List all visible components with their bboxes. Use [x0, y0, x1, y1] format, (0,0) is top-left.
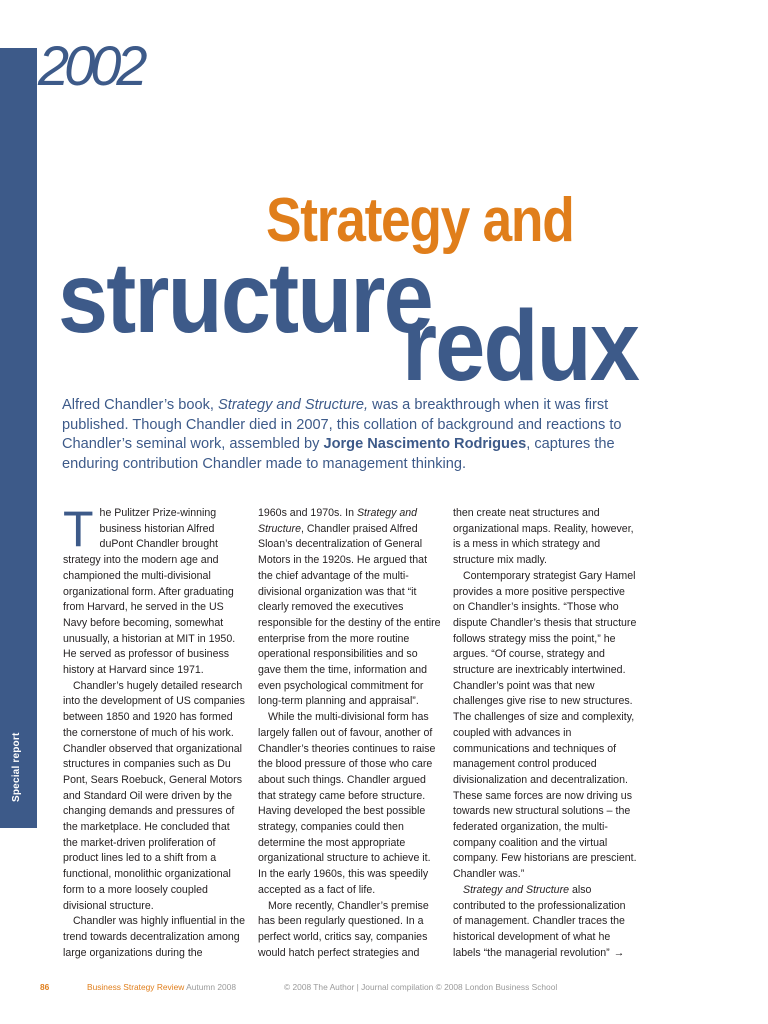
continue-arrow-icon: →	[613, 946, 625, 959]
col2-paragraph-1a: 1960s and 1970s. In	[258, 507, 357, 519]
page-footer	[0, 982, 768, 996]
title-line-2: structure	[58, 242, 432, 354]
col3-book-title: Strategy and Structure	[463, 883, 569, 896]
col1-paragraph-2: Chandler’s hugely detailed research into the development of US companies between 1850 and 1920 has formed the cornerstone of much of his work. Chandler observed that organizational structures in companies such as Du Pont, Sears Roebuck, General Motors and Standard Oil were driven by the changing demands and pressures of the marketplace. He concluded that the market-driven proliferation of product lines led to a shift from a functional, monolithic organizational form to a more loosely coupled divisional structure.	[63, 679, 245, 912]
section-label: Special report	[11, 732, 22, 802]
col2-paragraph-2: While the multi-divisional form has largely fallen out of favour, another of Chandler’s theories continues to raise the blood pressure of those who care about such things. Chandler argued that strategy came before structure. Having developed the best possible strategy, companies could then determine the most appropriate organizational structure to achieve it. In the early 1960s, this was speedily accepted as a fact of life.	[258, 711, 436, 896]
col1-paragraph-1: he Pulitzer Prize-winning business historian Alfred duPont Chandler brought strategy into the modern age and championed the multi-divisional organizational form. After graduating from Harvard, he served in the US Navy before becoming, somewhat unusually, a historian at MIT in 1950. He served as professor of business history at Harvard since 1971.	[63, 507, 236, 677]
body-column-2	[258, 506, 442, 961]
col3-paragraph-3: also contributed to the professionalization of management. Chandler traces the historical development of what he labels “the managerial revolution”	[453, 883, 626, 959]
standfirst-author: Jorge Nascimento Rodrigues	[323, 436, 527, 452]
page-number: 86	[40, 982, 50, 992]
drop-cap: T	[63, 501, 94, 557]
year-heading: 2002	[38, 34, 143, 97]
col1-paragraph-3: Chandler was highly influential in the trend towards decentralization among large organizations during the	[63, 915, 245, 959]
col2-paragraph-3: More recently, Chandler’s premise has been regularly questioned. In a perfect world, critics say, companies would hatch perfect strategies and	[258, 899, 429, 959]
body-column-1	[63, 501, 247, 961]
standfirst-book-title: Strategy and Structure,	[218, 397, 369, 413]
col2-book-title: Strategy and Structure	[258, 507, 418, 535]
title-line-1: Strategy and	[266, 186, 574, 255]
standfirst-text-before: Alfred Chandler’s book,	[62, 397, 219, 413]
copyright-notice: © 2008 The Author | Journal compilation © 2008 London Business School	[284, 982, 558, 992]
standfirst-text-middle: was a breakthrough when it was first published. Though Chandler died in 2007, this collation of background and reactions to Chandler’s seminal work, assembled by	[62, 397, 622, 452]
journal-issue: Autumn 2008	[184, 982, 236, 992]
standfirst	[62, 396, 642, 474]
sidebar-band	[0, 48, 37, 828]
title-line-3: redux	[402, 290, 639, 402]
journal-name	[87, 982, 236, 992]
body-column-3	[453, 506, 637, 961]
col3-paragraph-2: Contemporary strategist Gary Hamel provides a more positive perspective on Chandler’s insights. “Those who dispute Chandler’s thesis that structure follows strategy miss the point,” he argues. “Of course, strategy and structure are inextricably intertwined. Chandler’s point was that new challenges give rise to new structures. The challenges of size and complexity, coupled with advances in communications and techniques of management control produced divisionalization and decentralization. These same forces are now driving us towards new structural solutions – the federated organization, the multi-company coalition and the virtual company. Few historians are prescient. Chandler was.”	[453, 569, 637, 881]
standfirst-text-after: , captures the enduring contribution Chandler made to management thinking.	[62, 436, 615, 472]
col3-paragraph-1: then create neat structures and organizational maps. Reality, however, is a mess in which strategy and structure mix madly.	[453, 507, 634, 567]
journal-title: Business Strategy Review	[87, 982, 185, 992]
col2-paragraph-1b: , Chandler praised Alfred Sloan’s decentralization of General Motors in the 1920s. He argued that the chief advantage of the multi-divisional organization was that “it clearly removed the executives responsible for the destiny of the entire enterprise from the more routine operational responsibilities and so gave them the time, information and even psychological commitment for long-term planning and appraisal”.	[258, 522, 441, 708]
